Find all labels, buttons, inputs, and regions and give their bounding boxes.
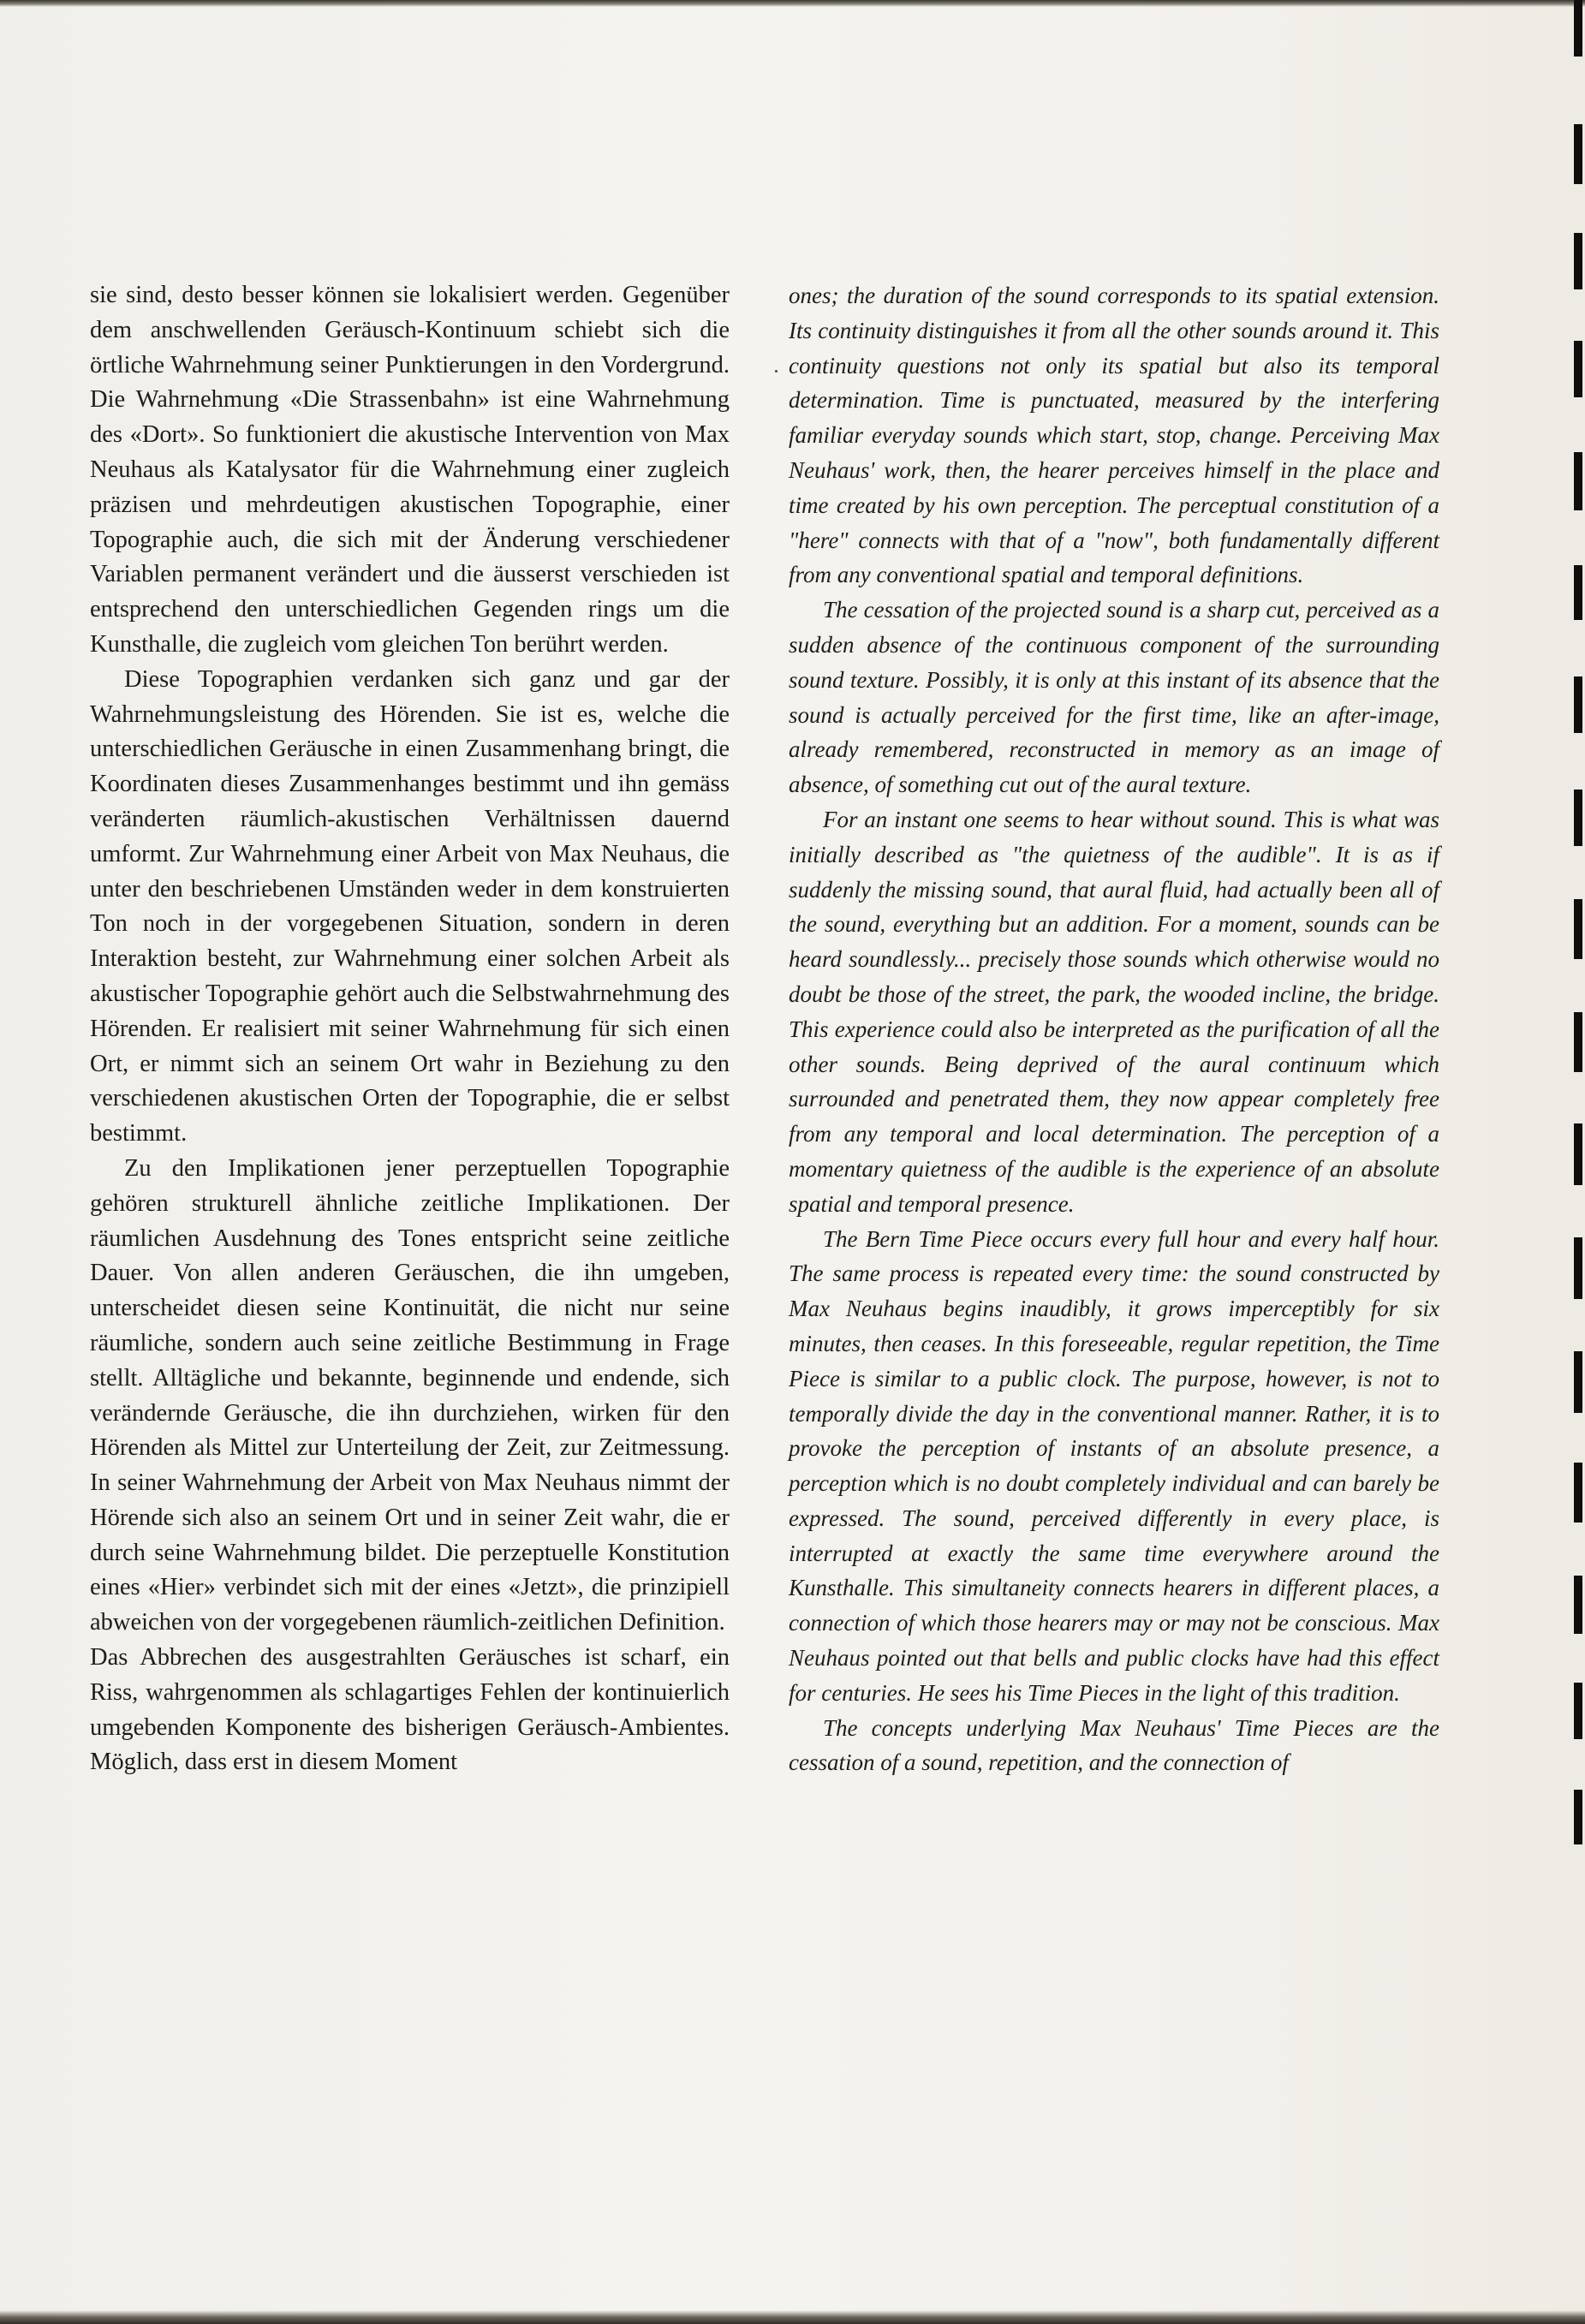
binding-mark — [1574, 124, 1582, 184]
binding-mark — [1574, 1683, 1582, 1739]
binding-mark — [1574, 899, 1582, 959]
page-bottom-edge — [0, 2310, 1585, 2324]
binding-mark — [1574, 1351, 1582, 1413]
german-paragraph: Diese Topographien verdanken sich ganz und gar der Wahrnehmungsleistung des Hörenden. Sie ist es, welche die unterschiedlichen Geräusche in einen Zusammenhang bringt, die Koordinaten dieses Zusammenhanges bestimmt und ihn gemäss veränderten räumlich-akustischen Verhältnissen dauernd umformt. Zur Wahrnehmung einer Arbeit von Max Neuhaus, die unter den beschriebenen Umständen weder in dem konstruierten Ton noch in der vorgegebenen Situation, sondern in deren Interaktion besteht, zur Wahrnehmung einer solchen Arbeit als akustischer Topographie gehört auch die Selbstwahrnehmung des Hörenden. Er realisiert mit seiner Wahrnehmung für sich einen Ort, er nimmt sich an seinem Ort wahr in Beziehung zu den verschiedenen akustischen Orten der Topographie, die er selbst bestimmt. — [90, 665, 730, 1147]
binding-mark — [1574, 341, 1582, 397]
binding-mark — [1574, 676, 1582, 733]
binding-mark — [1574, 1463, 1582, 1523]
german-text-column — [90, 278, 730, 1780]
english-paragraph: The concepts underlying Max Neuhaus' Time Pieces are the cessation of a sound, repetition, and the connection of — [789, 1714, 1439, 1776]
binding-mark — [1574, 1790, 1582, 1844]
binding-mark — [1574, 452, 1582, 510]
english-paragraph: The Bern Time Piece occurs every full hour and every half hour. The same process is repeated every time: the sound constructed by Max Neuhaus begins inaudibly, it grows imperceptibly for six minutes, then ceases. In this foreseeable, regular repetition, the Time Piece is similar to a public clock. The purpose, however, is not to temporally divide the day in the conventional manner. Rather, it is to provoke the perception of instants of an absolute presence, a perception which is no doubt completely individual and can barely be expressed. The sound, perceived differently in every place, is interrupted at exactly the same time everywhere around the Kunsthalle. This simultaneity connects hearers in different places, a connection of which those hearers may or may not be conscious. Max Neuhaus pointed out that bells and public clocks have had this effect for centuries. He sees his Time Pieces in the light of this tradition. — [789, 1225, 1439, 1706]
binding-mark — [1574, 565, 1582, 620]
english-text-column — [789, 278, 1439, 1780]
binding-mark — [1574, 790, 1582, 846]
page-top-edge — [0, 0, 1585, 7]
binding-mark — [1574, 1123, 1582, 1185]
german-paragraph: sie sind, desto besser können sie lokalisiert werden. Gegenüber dem anschwellenden Geräusch-Kontinuum schiebt sich die örtliche Wahrnehmung seiner Punktierungen in den Vordergrund. Die Wahrnehmung «Die Strassenbahn» ist eine Wahrnehmung des «Dort». So funktioniert die akustische Intervention von Max Neuhaus als Katalysator für die Wahrnehmung einer zugleich präzisen und mehrdeutigen akustischen Topographie, einer Topographie auch, die sich mit der Änderung verschiedener Variablen permanent verändert und die äusserst verschieden ist entsprechend den unterschiedlichen Gegenden rings um die Kunsthalle, die zugleich vom gleichen Ton berührt werden. — [90, 282, 730, 658]
binding-mark — [1574, 233, 1582, 289]
german-paragraph: Zu den Implikationen jener perzeptuellen Topographie gehören strukturell ähnliche zeitliche Implikationen. Der räumlichen Ausdehnung des Tones entspricht seine zeitliche Dauer. Von allen anderen Geräuschen, die ihn umgeben, unterscheidet diesen seine Kontinuität, die nicht nur seine räumliche, sondern auch seine zeitliche Bestimmung in Frage stellt. Alltägliche und bekannte, beginnende und endende, sich verändernde Geräusche, die ihn durchziehen, wirken für den Hörenden als Mittel zur Unterteilung der Zeit, zur Zeitmessung. In seiner Wahrnehmung der Arbeit von Max Neuhaus nimmt der Hörende sich also an seinem Ort und in seiner Zeit wahr, die er durch seine Wahrnehmung bildet. Die perzeptuelle Konstitution eines «Hier» verbindet sich mit der eines «Jetzt», die prinzipiell abweichen von der vorgegebenen räumlich-zeitlichen Definition. — [90, 1154, 730, 1636]
english-paragraph: For an instant one seems to hear without sound. This is what was initially described as "the quietness of the audible". It is as if suddenly the missing sound, that aural fluid, had actually been all of the sound, everything but an addition. For a moment, sounds can be heard soundlessly... precisely those sounds which otherwise would no doubt be those of the street, the park, the wooded incline, the bridge. This experience could also be interpreted as the purification of all the other sounds. Being deprived of the aural continuum which surrounded and penetrated them, they now appear completely free from any temporal and local determination. The perception of a momentary quietness of the audible is the experience of an absolute spatial and temporal presence. — [789, 806, 1439, 1217]
binding-mark — [1574, 0, 1582, 57]
german-paragraph: Das Abbrechen des ausgestrahlten Geräusches ist scharf, ein Riss, wahrgenommen als schlagartiges Fehlen der kontinuierlich umgebenden Komponente des bisherigen Geräusch-Ambientes. Möglich, dass erst in diesem Moment — [90, 1644, 730, 1776]
binding-mark — [1574, 1576, 1582, 1634]
binding-mark — [1574, 1237, 1582, 1299]
spiral-binding-marks — [1574, 0, 1585, 2324]
paper-speck — [775, 370, 778, 372]
binding-mark — [1574, 1012, 1582, 1072]
english-paragraph: ones; the duration of the sound corresponds to its spatial extension. Its continuity distinguishes it from all the other sounds around it. This continuity questions not only its spatial but also its temporal determination. Time is punctuated, measured by the interfering familiar everyday sounds which start, stop, change. Perceiving Max Neuhaus' work, then, the hearer perceives himself in the place and time created by his own perception. The perceptual constitution of a "here" connects with that of a "now", both fundamentally different from any conventional spatial and temporal definitions. — [789, 283, 1439, 588]
english-paragraph: The cessation of the projected sound is a sharp cut, perceived as a sudden absence of the continuous component of the surrounding sound texture. Possibly, it is only at this instant of its absence that the sound is actually perceived for the first time, like an after-image, already remembered, reconstructed in memory as an image of absence, of something cut out of the aural texture. — [789, 597, 1439, 798]
